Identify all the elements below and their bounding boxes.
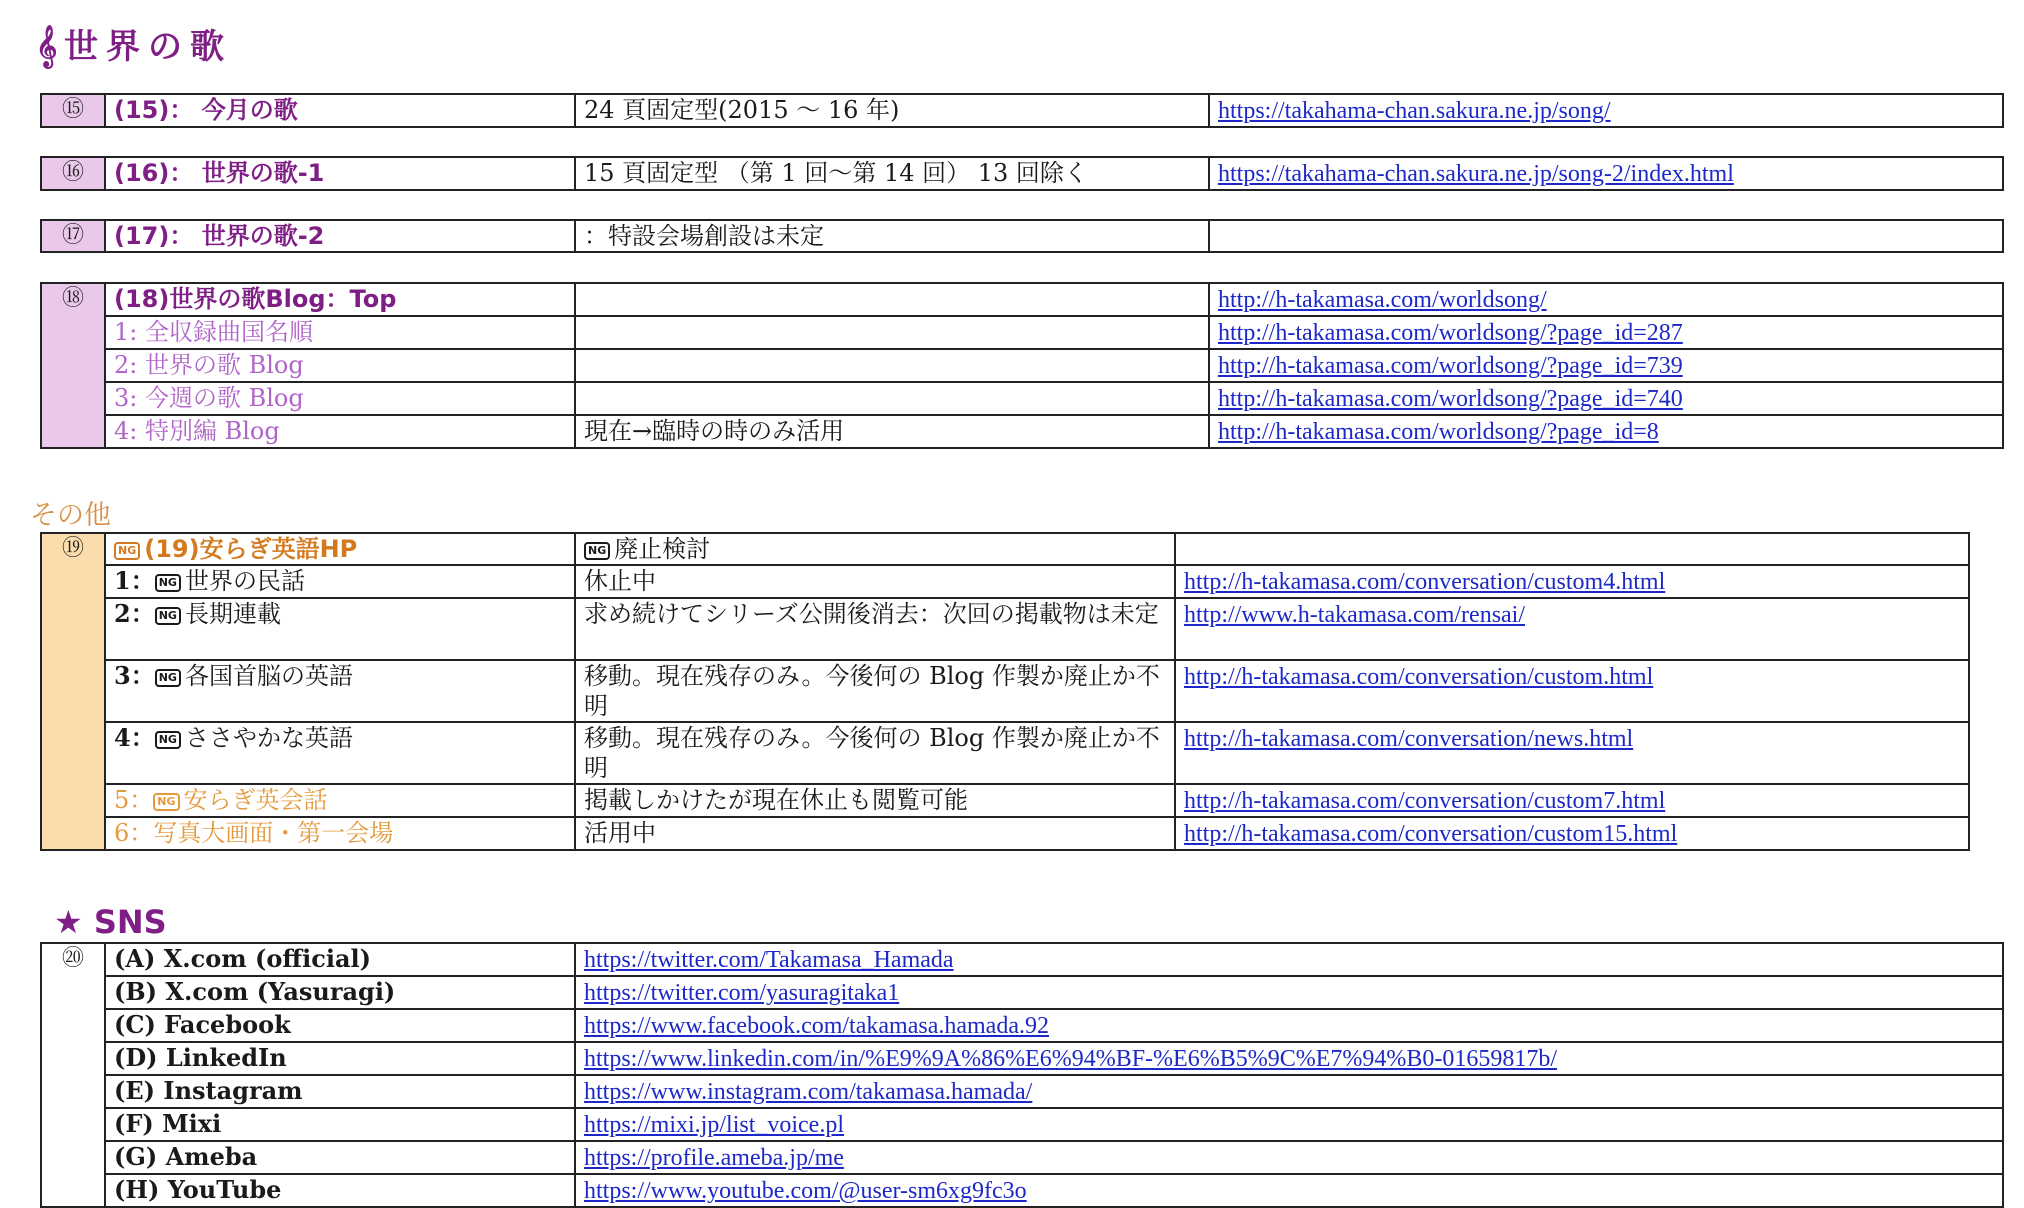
- item-label: 各国首脳の英語: [184, 662, 353, 690]
- ng-icon: NG: [584, 542, 610, 560]
- ng-icon: NG: [155, 574, 181, 592]
- blog-title: (18)世界の歌Blog：Top: [105, 283, 575, 316]
- section-number: ⑱: [41, 283, 105, 448]
- other-item-note: 活用中: [575, 817, 1175, 850]
- blog-item-label: 2: 世界の歌 Blog: [105, 349, 575, 382]
- blog-top-link[interactable]: http://h-takamasa.com/worldsong/: [1218, 287, 1547, 313]
- song-title: (17)： 世界の歌-2: [105, 220, 575, 252]
- other-item-note: 求め続けてシリーズ公開後消去：次回の掲載物は未定: [575, 598, 1175, 660]
- song-title: (16)： 世界の歌-1: [105, 157, 575, 190]
- ng-icon: NG: [155, 731, 181, 749]
- other-item-link[interactable]: http://h-takamasa.com/conversation/news.html: [1184, 726, 1634, 752]
- other-item-note: 掲載しかけたが現在休止も閲覧可能: [575, 784, 1175, 817]
- treble-clef-icon: 𝄞: [36, 26, 58, 67]
- item-prefix: 1：: [114, 566, 155, 595]
- blog-item-note: [575, 382, 1209, 415]
- other-item-link[interactable]: http://h-takamasa.com/conversation/custom7.html: [1184, 788, 1666, 814]
- other-title-note-text: 廃止検討: [614, 535, 711, 563]
- sns-heading: [54, 902, 167, 942]
- sns-link[interactable]: https://profile.ameba.jp/me: [584, 1145, 844, 1171]
- sns-link[interactable]: https://www.youtube.com/@user-sm6xg9fc3o: [584, 1178, 1027, 1204]
- star-icon: ★: [54, 903, 83, 941]
- sns-label: (B) X.com (Yasuragi): [105, 976, 575, 1009]
- other-title: [105, 533, 575, 565]
- other-item-link[interactable]: http://h-takamasa.com/conversation/custom.html: [1184, 664, 1654, 690]
- blog-item-link[interactable]: http://h-takamasa.com/worldsong/?page_id=740: [1218, 386, 1683, 412]
- item-label: 安らぎ英会話: [183, 786, 328, 814]
- sns-label: (G) Ameba: [105, 1141, 575, 1174]
- blog-item-link[interactable]: http://h-takamasa.com/worldsong/?page_id=739: [1218, 353, 1683, 379]
- blog-item-note: 現在→臨時の時のみ活用: [575, 415, 1209, 448]
- item-prefix: 2：: [114, 599, 155, 628]
- song-table-15: [40, 93, 2004, 128]
- item-label: 写真大画面・第一会場: [153, 819, 394, 847]
- other-item-label: [105, 598, 575, 660]
- item-label: ささやかな英語: [184, 724, 353, 752]
- other-item-label: [105, 660, 575, 722]
- blog-item-label: 3: 今週の歌 Blog: [105, 382, 575, 415]
- song-title: (15)： 今月の歌: [105, 94, 575, 127]
- sns-label: (H) YouTube: [105, 1174, 575, 1207]
- sns-label: (F) Mixi: [105, 1108, 575, 1141]
- song-link-empty: [1209, 220, 2003, 252]
- sns-label: (D) LinkedIn: [105, 1042, 575, 1075]
- page-title: [36, 24, 232, 70]
- page-title-text: 世界の歌: [64, 27, 232, 67]
- section-number: ⑲: [41, 533, 105, 850]
- sns-label: (C) Facebook: [105, 1009, 575, 1042]
- other-title-note: [575, 533, 1175, 565]
- section-number: ⑳: [41, 943, 105, 1207]
- ng-icon: NG: [155, 669, 181, 687]
- other-item-label: [105, 784, 575, 817]
- item-prefix: 3：: [114, 661, 155, 690]
- song-note: ：特設会場創設は未定: [575, 220, 1209, 252]
- sns-link[interactable]: https://mixi.jp/list_voice.pl: [584, 1112, 845, 1138]
- other-item-note: 移動。現在残存のみ。今後何の Blog 作製か廃止か不明: [575, 722, 1175, 784]
- other-table: [40, 532, 1970, 851]
- blog-item-label: 4: 特別編 Blog: [105, 415, 575, 448]
- ng-icon: NG: [153, 793, 179, 811]
- song-link[interactable]: https://takahama-chan.sakura.ne.jp/song/: [1218, 98, 1611, 124]
- sns-link[interactable]: https://twitter.com/yasuragitaka1: [584, 980, 900, 1006]
- ng-icon: NG: [114, 542, 140, 560]
- other-item-note: 休止中: [575, 565, 1175, 598]
- other-title-text: (19)安らぎ英語HP: [144, 535, 358, 563]
- sns-link[interactable]: https://www.instagram.com/takamasa.hamada/: [584, 1079, 1033, 1105]
- item-label: 世界の民話: [184, 567, 305, 595]
- item-prefix: 6：: [114, 819, 154, 847]
- blog-item-link[interactable]: http://h-takamasa.com/worldsong/?page_id=8: [1218, 419, 1659, 445]
- other-item-link[interactable]: http://www.h-takamasa.com/rensai/: [1184, 602, 1526, 628]
- song-table-17: [40, 219, 2004, 253]
- blog-item-link[interactable]: http://h-takamasa.com/worldsong/?page_id=287: [1218, 320, 1683, 346]
- sns-table: [40, 942, 2004, 1208]
- blog-item-label: 1: 全収録曲国名順: [105, 316, 575, 349]
- sns-link[interactable]: https://twitter.com/Takamasa_Hamada: [584, 947, 954, 973]
- ng-icon: NG: [155, 607, 181, 625]
- sns-link[interactable]: https://www.linkedin.com/in/%E9%9A%86%E6%94%BF-%E6%B5%9C%E7%94%B0-01659817b/: [584, 1046, 1558, 1072]
- section-number: ⑯: [41, 157, 105, 190]
- sns-link[interactable]: https://www.facebook.com/takamasa.hamada.92: [584, 1013, 1049, 1039]
- other-item-link[interactable]: http://h-takamasa.com/conversation/custom4.html: [1184, 569, 1666, 595]
- sns-label: (E) Instagram: [105, 1075, 575, 1108]
- blog-item-note: [575, 349, 1209, 382]
- song-note: 24 頁固定型(2015 ～ 16 年): [575, 94, 1209, 127]
- blog-table: [40, 282, 2004, 449]
- section-number: ⑰: [41, 220, 105, 252]
- other-item-note: 移動。現在残存のみ。今後何の Blog 作製か廃止か不明: [575, 660, 1175, 722]
- item-prefix: 5：: [114, 786, 154, 814]
- sns-label: (A) X.com (official): [105, 943, 575, 976]
- blog-note: [575, 283, 1209, 316]
- song-link[interactable]: https://takahama-chan.sakura.ne.jp/song-2/index.html: [1218, 161, 1734, 187]
- blog-item-note: [575, 316, 1209, 349]
- other-item-label: [105, 817, 575, 850]
- other-item-label: [105, 565, 575, 598]
- other-item-link[interactable]: http://h-takamasa.com/conversation/custom15.html: [1184, 821, 1678, 847]
- sns-heading-text: SNS: [93, 903, 167, 941]
- other-item-label: [105, 722, 575, 784]
- song-note: 15 頁固定型 （第 1 回～第 14 回） 13 回除く: [575, 157, 1209, 190]
- item-prefix: 4：: [114, 723, 155, 752]
- section-number: ⑮: [41, 94, 105, 127]
- other-heading: その他: [30, 500, 111, 531]
- song-table-16: [40, 156, 2004, 191]
- item-label: 長期連載: [184, 600, 281, 628]
- other-title-link-empty: [1175, 533, 1969, 565]
